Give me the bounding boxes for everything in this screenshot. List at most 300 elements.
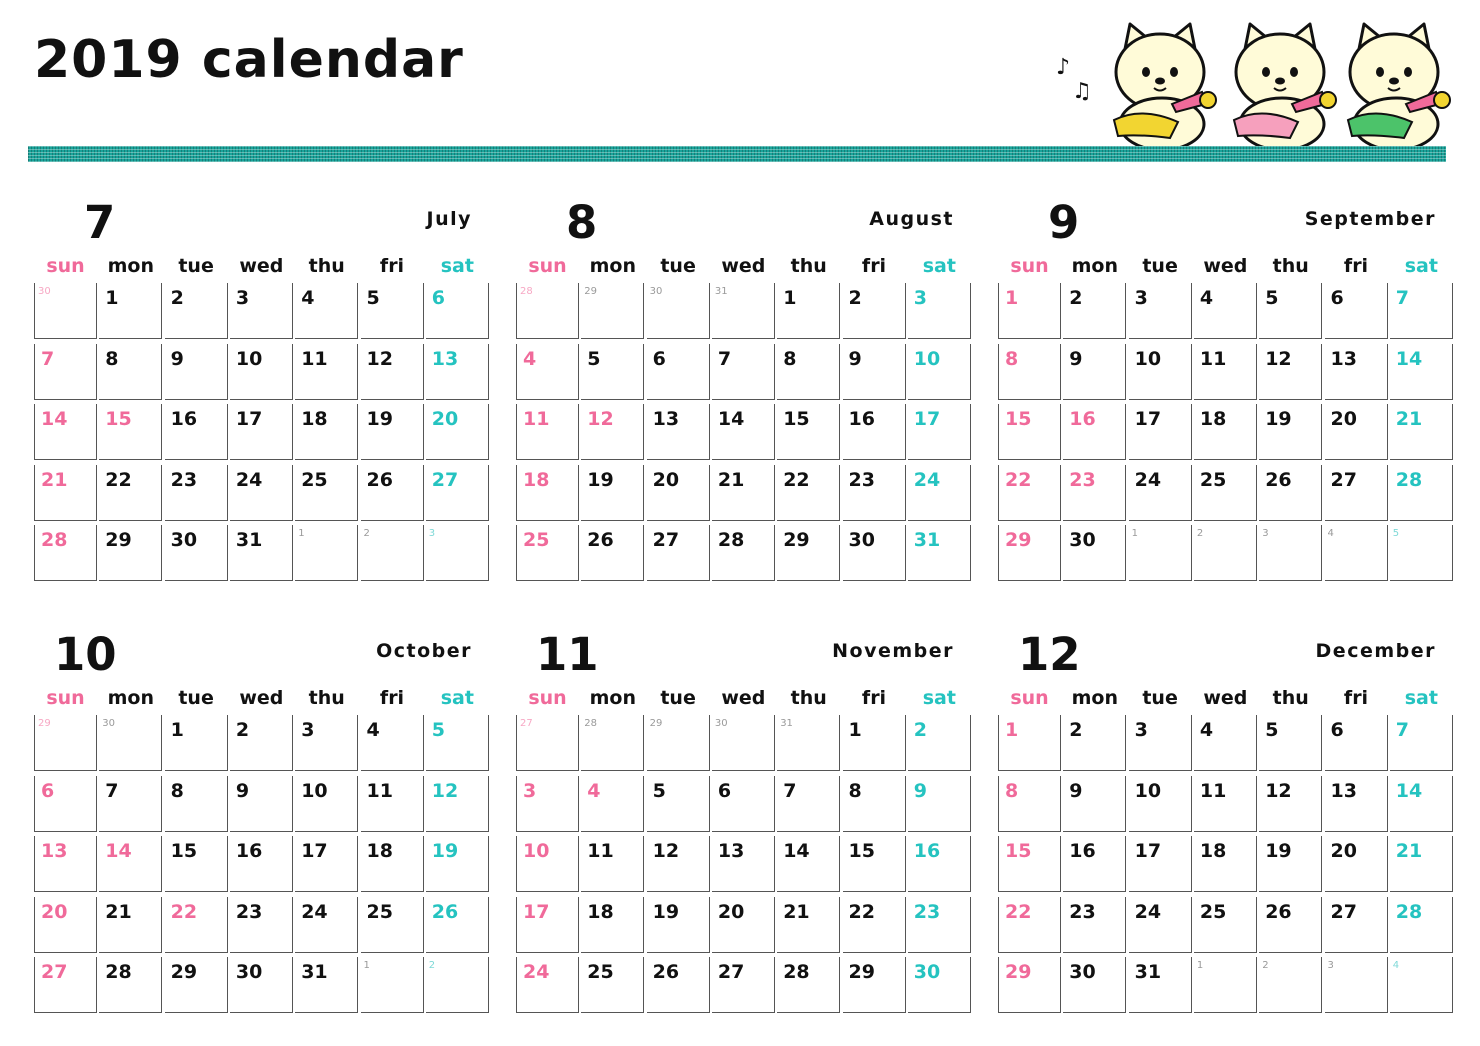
day-cell[interactable]	[908, 836, 971, 892]
weekday-header	[34, 255, 486, 281]
day-cell[interactable]	[1259, 836, 1322, 892]
day-cell[interactable]	[165, 525, 228, 581]
day-number: 4	[301, 287, 315, 309]
day-number: 22	[848, 900, 875, 923]
day-cell[interactable]	[99, 776, 162, 832]
day-cell[interactable]	[1325, 344, 1388, 400]
day-number: 24	[523, 961, 550, 983]
weekday-header	[998, 687, 1450, 713]
day-cell[interactable]	[230, 776, 293, 832]
day-cell[interactable]	[712, 404, 775, 460]
day-cell[interactable]	[581, 404, 644, 460]
day-cell[interactable]	[34, 465, 97, 521]
day-number: 27	[520, 718, 533, 729]
day-cell[interactable]	[426, 836, 489, 892]
day-cell[interactable]	[581, 465, 644, 521]
day-cell[interactable]	[908, 465, 971, 521]
day-number: 16	[170, 408, 198, 430]
day-cell[interactable]	[908, 715, 971, 771]
day-cell[interactable]	[361, 525, 424, 581]
month-name: August	[869, 208, 954, 230]
day-number: 17	[1134, 840, 1162, 862]
day-cell[interactable]	[361, 465, 424, 521]
day-cell[interactable]	[361, 344, 424, 400]
day-number: 23	[235, 900, 263, 923]
day-cell[interactable]	[361, 897, 424, 953]
day-cell[interactable]	[843, 836, 906, 892]
day-cell[interactable]	[295, 404, 358, 460]
day-cell[interactable]	[647, 283, 710, 339]
day-cell[interactable]	[1063, 283, 1126, 339]
day-cell[interactable]	[295, 283, 358, 339]
day-cell[interactable]	[295, 344, 358, 400]
day-cell[interactable]	[777, 283, 840, 339]
day-cell[interactable]	[516, 525, 579, 581]
day-cell[interactable]	[908, 525, 971, 581]
day-cell[interactable]	[1325, 776, 1388, 832]
day-cell[interactable]	[99, 715, 162, 771]
day-cell[interactable]	[1259, 404, 1322, 460]
day-number: 10	[913, 347, 941, 370]
day-number: 29	[584, 286, 598, 297]
day-number: 23	[1069, 468, 1096, 491]
day-cell[interactable]	[908, 344, 971, 400]
day-cell[interactable]	[1129, 957, 1192, 1013]
day-cell[interactable]	[1129, 776, 1192, 832]
day-cell[interactable]	[1129, 897, 1192, 953]
day-cell[interactable]	[426, 283, 489, 339]
day-cell[interactable]	[165, 344, 228, 400]
day-number: 11	[301, 347, 328, 370]
day-cell[interactable]	[1194, 715, 1257, 771]
day-cell[interactable]	[34, 404, 97, 460]
day-number: 21	[717, 468, 745, 491]
day-number: 10	[301, 779, 328, 802]
day-cell[interactable]	[712, 897, 775, 953]
day-cell[interactable]	[581, 957, 644, 1013]
day-cell[interactable]	[777, 836, 840, 892]
day-cell[interactable]	[647, 525, 710, 581]
day-cell[interactable]	[295, 897, 358, 953]
day-cell[interactable]	[843, 283, 906, 339]
day-number: 24	[1134, 468, 1162, 491]
day-cell[interactable]	[1063, 525, 1126, 581]
day-cell[interactable]	[712, 283, 775, 339]
day-cell[interactable]	[712, 836, 775, 892]
day-number: 7	[105, 779, 119, 802]
day-cell[interactable]	[647, 404, 710, 460]
day-number: 15	[848, 840, 875, 862]
day-cell[interactable]	[1063, 404, 1126, 460]
day-cell[interactable]	[516, 776, 579, 832]
day-cell[interactable]	[777, 957, 840, 1013]
day-cell[interactable]	[1194, 957, 1257, 1013]
day-number: 29	[170, 961, 198, 983]
day-number: 8	[105, 347, 119, 370]
day-number: 29	[1005, 529, 1032, 551]
day-number: 19	[1265, 408, 1292, 430]
day-cell[interactable]	[1194, 836, 1257, 892]
weekday-sat: sat	[1404, 687, 1438, 709]
day-cell[interactable]	[712, 715, 775, 771]
day-cell[interactable]	[230, 525, 293, 581]
day-number: 30	[170, 529, 198, 551]
day-number: 23	[848, 468, 875, 491]
day-cell[interactable]	[99, 344, 162, 400]
day-number: 21	[41, 468, 68, 491]
day-number: 27	[1330, 900, 1357, 923]
day-number: 26	[652, 961, 680, 983]
weekday-header	[34, 687, 486, 713]
day-cell[interactable]	[1129, 836, 1192, 892]
day-cell[interactable]	[1390, 836, 1453, 892]
svg-text:♫: ♫	[1072, 79, 1092, 104]
day-cell[interactable]	[581, 776, 644, 832]
day-number: 15	[783, 408, 810, 430]
day-number: 13	[41, 840, 68, 862]
day-number: 15	[1005, 408, 1032, 430]
day-number: 29	[848, 961, 875, 983]
day-cell[interactable]	[843, 465, 906, 521]
day-cell[interactable]	[165, 404, 228, 460]
day-cell[interactable]	[99, 897, 162, 953]
day-number: 28	[783, 961, 810, 983]
day-cell[interactable]	[34, 344, 97, 400]
day-cell[interactable]	[1063, 897, 1126, 953]
day-cell[interactable]	[165, 715, 228, 771]
day-number: 9	[170, 347, 184, 370]
day-cell[interactable]	[908, 957, 971, 1013]
day-cell[interactable]	[361, 715, 424, 771]
day-cell[interactable]	[165, 465, 228, 521]
day-number: 11	[1199, 779, 1227, 802]
day-cell[interactable]	[165, 957, 228, 1013]
day-number: 1	[363, 960, 370, 971]
day-number: 20	[431, 408, 459, 430]
day-number: 8	[848, 779, 862, 802]
day-number: 18	[301, 408, 328, 430]
day-cell[interactable]	[165, 283, 228, 339]
day-cell[interactable]	[843, 344, 906, 400]
day-number: 9	[848, 347, 862, 370]
day-cell[interactable]	[998, 776, 1061, 832]
day-cell[interactable]	[1063, 836, 1126, 892]
day-cell[interactable]	[712, 344, 775, 400]
day-number: 2	[848, 287, 862, 309]
day-number: 1	[298, 528, 305, 539]
day-number: 31	[235, 529, 263, 551]
day-cell[interactable]	[516, 404, 579, 460]
weekday-sun: sun	[1010, 687, 1049, 709]
day-cell[interactable]	[1390, 776, 1453, 832]
day-cell[interactable]	[361, 776, 424, 832]
day-number: 1	[1196, 960, 1204, 971]
day-cell[interactable]	[1390, 715, 1453, 771]
day-cell[interactable]	[165, 897, 228, 953]
day-cell[interactable]	[1194, 776, 1257, 832]
day-number: 21	[1395, 840, 1423, 862]
day-number: 25	[587, 961, 614, 983]
day-cell[interactable]	[777, 404, 840, 460]
day-cell[interactable]	[998, 404, 1061, 460]
day-cell[interactable]	[1129, 465, 1192, 521]
day-cell[interactable]	[516, 344, 579, 400]
day-cell[interactable]	[1129, 525, 1192, 581]
day-cell[interactable]	[1194, 465, 1257, 521]
day-cell[interactable]	[230, 836, 293, 892]
day-cell[interactable]	[361, 404, 424, 460]
day-cell[interactable]	[1194, 344, 1257, 400]
day-cell[interactable]	[99, 836, 162, 892]
day-cell[interactable]	[1194, 283, 1257, 339]
day-cell[interactable]	[1325, 404, 1388, 460]
day-cell[interactable]	[1259, 525, 1322, 581]
day-number: 15	[1005, 840, 1032, 862]
day-cell[interactable]	[1129, 715, 1192, 771]
day-cell[interactable]	[843, 404, 906, 460]
day-cell[interactable]	[647, 344, 710, 400]
day-cell[interactable]	[1325, 897, 1388, 953]
weekday-mon: mon	[107, 687, 154, 709]
day-cell[interactable]	[998, 525, 1061, 581]
weekday-thu: thu	[308, 687, 345, 709]
day-cell[interactable]	[998, 465, 1061, 521]
weekday-mon: mon	[1071, 255, 1118, 277]
day-cell[interactable]	[777, 776, 840, 832]
day-cell[interactable]	[426, 897, 489, 953]
day-number: 8	[170, 779, 184, 802]
day-number: 10	[1134, 779, 1162, 802]
day-cell[interactable]	[998, 957, 1061, 1013]
day-cell[interactable]	[1259, 465, 1322, 521]
day-cell[interactable]	[1325, 465, 1388, 521]
day-cell[interactable]	[230, 404, 293, 460]
day-cell[interactable]	[1325, 283, 1388, 339]
day-cell[interactable]	[647, 897, 710, 953]
day-cell[interactable]	[581, 525, 644, 581]
day-number: 2	[1262, 960, 1269, 971]
day-cell[interactable]	[34, 897, 97, 953]
day-cell[interactable]	[908, 897, 971, 953]
day-cell[interactable]	[1129, 404, 1192, 460]
day-cell[interactable]	[34, 715, 97, 771]
day-cell[interactable]	[1259, 957, 1322, 1013]
day-cell[interactable]	[1063, 715, 1126, 771]
day-cell[interactable]	[99, 283, 162, 339]
day-cell[interactable]	[426, 404, 489, 460]
day-number: 2	[913, 719, 928, 741]
day-cell[interactable]	[1390, 525, 1453, 581]
day-number: 19	[587, 468, 614, 491]
day-cell[interactable]	[1390, 404, 1453, 460]
day-cell[interactable]	[1063, 344, 1126, 400]
day-cell[interactable]	[1063, 776, 1126, 832]
day-cell[interactable]	[426, 776, 489, 832]
day-cell[interactable]	[230, 344, 293, 400]
day-cell[interactable]	[777, 344, 840, 400]
day-number: 21	[783, 900, 810, 923]
day-number: 31	[780, 718, 793, 729]
day-cell[interactable]	[99, 957, 162, 1013]
day-cell[interactable]	[1259, 715, 1322, 771]
day-cell[interactable]	[908, 404, 971, 460]
day-cell[interactable]	[516, 465, 579, 521]
day-cell[interactable]	[426, 465, 489, 521]
day-cell[interactable]	[843, 957, 906, 1013]
day-cell[interactable]	[516, 897, 579, 953]
day-cell[interactable]	[230, 957, 293, 1013]
day-cell[interactable]	[295, 525, 358, 581]
day-cell[interactable]	[1325, 525, 1388, 581]
day-cell[interactable]	[712, 957, 775, 1013]
day-cell[interactable]	[581, 715, 644, 771]
day-number: 16	[848, 408, 875, 430]
day-cell[interactable]	[998, 283, 1061, 339]
day-number: 11	[1199, 347, 1227, 370]
day-cell[interactable]	[426, 957, 489, 1013]
day-cell[interactable]	[516, 957, 579, 1013]
day-number: 3	[523, 779, 537, 802]
day-cell[interactable]	[34, 836, 97, 892]
day-cell[interactable]	[99, 465, 162, 521]
day-cell[interactable]	[295, 776, 358, 832]
day-cell[interactable]	[998, 344, 1061, 400]
day-cell[interactable]	[1390, 283, 1453, 339]
day-cell[interactable]	[712, 465, 775, 521]
day-cell[interactable]	[1390, 897, 1453, 953]
day-number: 11	[523, 408, 550, 430]
day-number: 16	[235, 840, 263, 862]
day-number: 31	[1134, 961, 1162, 983]
weekday-header	[516, 255, 968, 281]
day-cell[interactable]	[647, 776, 710, 832]
day-cell[interactable]	[843, 776, 906, 832]
day-cell[interactable]	[516, 836, 579, 892]
day-cell[interactable]	[1129, 344, 1192, 400]
month-name: September	[1304, 208, 1436, 230]
weekday-thu: thu	[308, 255, 345, 277]
day-cell[interactable]	[165, 776, 228, 832]
day-cell[interactable]	[230, 715, 293, 771]
day-number: 30	[102, 718, 116, 729]
day-cell[interactable]	[99, 525, 162, 581]
day-cell[interactable]	[998, 897, 1061, 953]
day-cell[interactable]	[34, 525, 97, 581]
day-cell[interactable]	[998, 715, 1061, 771]
day-cell[interactable]	[34, 776, 97, 832]
day-cell[interactable]	[843, 897, 906, 953]
day-cell[interactable]	[99, 404, 162, 460]
day-cell[interactable]	[426, 525, 489, 581]
day-cell[interactable]	[1063, 465, 1126, 521]
day-cell[interactable]	[998, 836, 1061, 892]
day-cell[interactable]	[581, 836, 644, 892]
day-number: 2	[170, 287, 184, 309]
day-cell[interactable]	[1194, 897, 1257, 953]
day-number: 12	[587, 408, 614, 430]
day-cell[interactable]	[777, 465, 840, 521]
day-cell[interactable]	[647, 715, 710, 771]
day-cell[interactable]	[1259, 283, 1322, 339]
day-number: 7	[717, 347, 732, 370]
day-cell[interactable]	[426, 344, 489, 400]
day-cell[interactable]	[230, 283, 293, 339]
day-cell[interactable]	[165, 836, 228, 892]
weekday-header	[998, 255, 1450, 281]
day-number: 23	[170, 468, 198, 491]
day-number: 17	[301, 840, 328, 862]
day-number: 18	[587, 900, 614, 923]
day-cell[interactable]	[908, 283, 971, 339]
day-number: 17	[235, 408, 263, 430]
day-cell[interactable]	[1390, 957, 1453, 1013]
day-cell[interactable]	[1325, 715, 1388, 771]
day-cell[interactable]	[1325, 836, 1388, 892]
day-cell[interactable]	[295, 715, 358, 771]
day-cell[interactable]	[581, 897, 644, 953]
day-cell[interactable]	[516, 283, 579, 339]
day-cell[interactable]	[1194, 404, 1257, 460]
day-cell[interactable]	[1194, 525, 1257, 581]
day-number: 10	[523, 840, 550, 862]
day-cell[interactable]	[1325, 957, 1388, 1013]
day-cell[interactable]	[361, 283, 424, 339]
day-cell[interactable]	[516, 715, 579, 771]
day-cell[interactable]	[426, 715, 489, 771]
day-cell[interactable]	[777, 525, 840, 581]
day-cell[interactable]	[230, 897, 293, 953]
day-cell[interactable]	[581, 344, 644, 400]
svg-text:♪: ♪	[1056, 55, 1071, 80]
day-cell[interactable]	[843, 525, 906, 581]
day-cell[interactable]	[1259, 344, 1322, 400]
day-cell[interactable]	[647, 836, 710, 892]
day-cell[interactable]	[1259, 776, 1322, 832]
day-number: 20	[41, 900, 68, 923]
day-cell[interactable]	[777, 715, 840, 771]
day-number: 8	[1005, 347, 1019, 370]
weekday-mon: mon	[589, 687, 636, 709]
day-number: 31	[714, 286, 728, 297]
day-cell[interactable]	[647, 465, 710, 521]
day-cell[interactable]	[1063, 957, 1126, 1013]
day-cell[interactable]	[34, 283, 97, 339]
day-cell[interactable]	[1259, 897, 1322, 953]
day-cell[interactable]	[361, 957, 424, 1013]
weekday-tue: tue	[1142, 687, 1178, 709]
day-number: 19	[1265, 840, 1292, 862]
day-cell[interactable]	[1390, 344, 1453, 400]
day-cell[interactable]	[295, 465, 358, 521]
day-cell[interactable]	[361, 836, 424, 892]
day-cell[interactable]	[581, 283, 644, 339]
day-cell[interactable]	[647, 957, 710, 1013]
month-july	[34, 196, 486, 600]
day-number: 16	[1069, 840, 1096, 862]
day-cell[interactable]	[1129, 283, 1192, 339]
day-cell[interactable]	[712, 776, 775, 832]
day-cell[interactable]	[295, 957, 358, 1013]
day-cell[interactable]	[34, 957, 97, 1013]
day-cell[interactable]	[843, 715, 906, 771]
day-cell[interactable]	[777, 897, 840, 953]
day-cell[interactable]	[230, 465, 293, 521]
day-cell[interactable]	[712, 525, 775, 581]
day-cell[interactable]	[908, 776, 971, 832]
day-number: 26	[431, 900, 459, 923]
day-cell[interactable]	[1390, 465, 1453, 521]
day-cell[interactable]	[295, 836, 358, 892]
